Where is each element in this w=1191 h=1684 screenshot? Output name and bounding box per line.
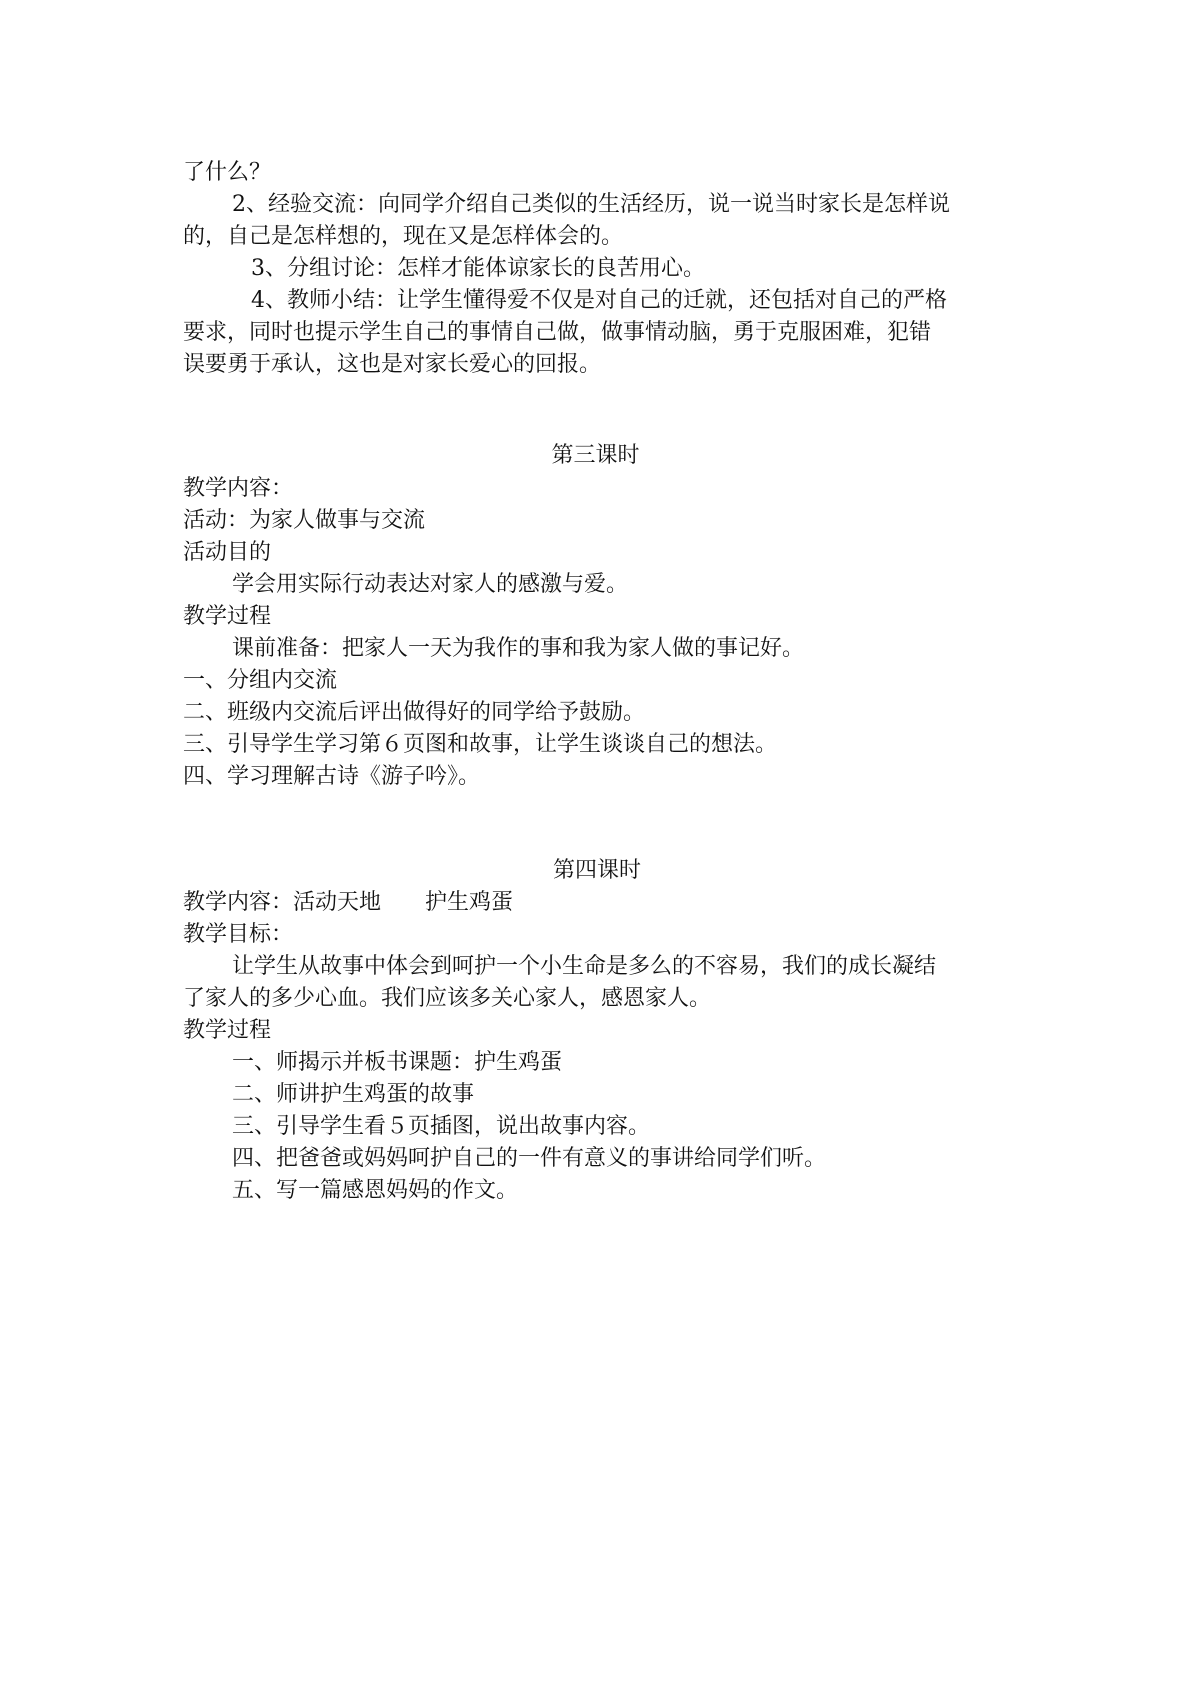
paragraph-line: 3、分组讨论：怎样才能体谅家长的良苦用心。 [251, 256, 705, 281]
paragraph-line: 了什么？ [183, 160, 272, 185]
paragraph-line: 教学内容： [183, 476, 294, 501]
paragraph-line: 四、学习理解古诗《游子吟》。 [183, 764, 481, 789]
paragraph-line: 教学内容：活动天地 护生鸡蛋 [183, 890, 514, 915]
paragraph-line: 三、引导学生看５页插图，说出故事内容。 [232, 1114, 651, 1139]
paragraph-line: 五、写一篇感恩妈妈的作文。 [232, 1178, 519, 1203]
paragraph-line: 2、经验交流：向同学介绍自己类似的生活经历，说一说当时家长是怎样说 [232, 192, 950, 217]
section-title-lesson-4: 第四课时 [553, 858, 642, 883]
paragraph-line: 二、班级内交流后评出做得好的同学给予鼓励。 [183, 700, 646, 725]
paragraph-line: 的，自己是怎样想的，现在又是怎样体会的。 [183, 224, 624, 249]
paragraph-line: 一、师揭示并板书课题：护生鸡蛋 [232, 1050, 563, 1075]
paragraph-line: 教学过程 [183, 604, 272, 629]
paragraph-line: 了家人的多少心血。我们应该多关心家人，感恩家人。 [183, 986, 712, 1011]
paragraph-line: 课前准备：把家人一天为我作的事和我为家人做的事记好。 [232, 636, 805, 661]
paragraph-line: 教学过程 [183, 1018, 272, 1043]
paragraph-line: 三、引导学生学习第６页图和故事，让学生谈谈自己的想法。 [183, 732, 778, 757]
paragraph-line: 活动：为家人做事与交流 [183, 508, 426, 533]
paragraph-line: 二、师讲护生鸡蛋的故事 [232, 1082, 475, 1107]
paragraph-line: 四、把爸爸或妈妈呵护自己的一件有意义的事讲给同学们听。 [232, 1146, 827, 1171]
paragraph-line: 要求，同时也提示学生自己的事情自己做，做事情动脑，勇于克服困难，犯错 [183, 320, 932, 345]
paragraph-line: 教学目标： [183, 922, 294, 947]
section-title-lesson-3: 第三课时 [551, 443, 640, 468]
paragraph-line: 让学生从故事中体会到呵护一个小生命是多么的不容易，我们的成长凝结 [232, 954, 937, 979]
paragraph-line: 学会用实际行动表达对家人的感激与爱。 [232, 572, 629, 597]
paragraph-line: 误要勇于承认，这也是对家长爱心的回报。 [183, 352, 602, 377]
paragraph-line: 一、分组内交流 [183, 668, 338, 693]
paragraph-line: 活动目的 [183, 540, 272, 565]
paragraph-line: 4、教师小结：让学生懂得爱不仅是对自己的迁就，还包括对自己的严格 [251, 288, 947, 313]
